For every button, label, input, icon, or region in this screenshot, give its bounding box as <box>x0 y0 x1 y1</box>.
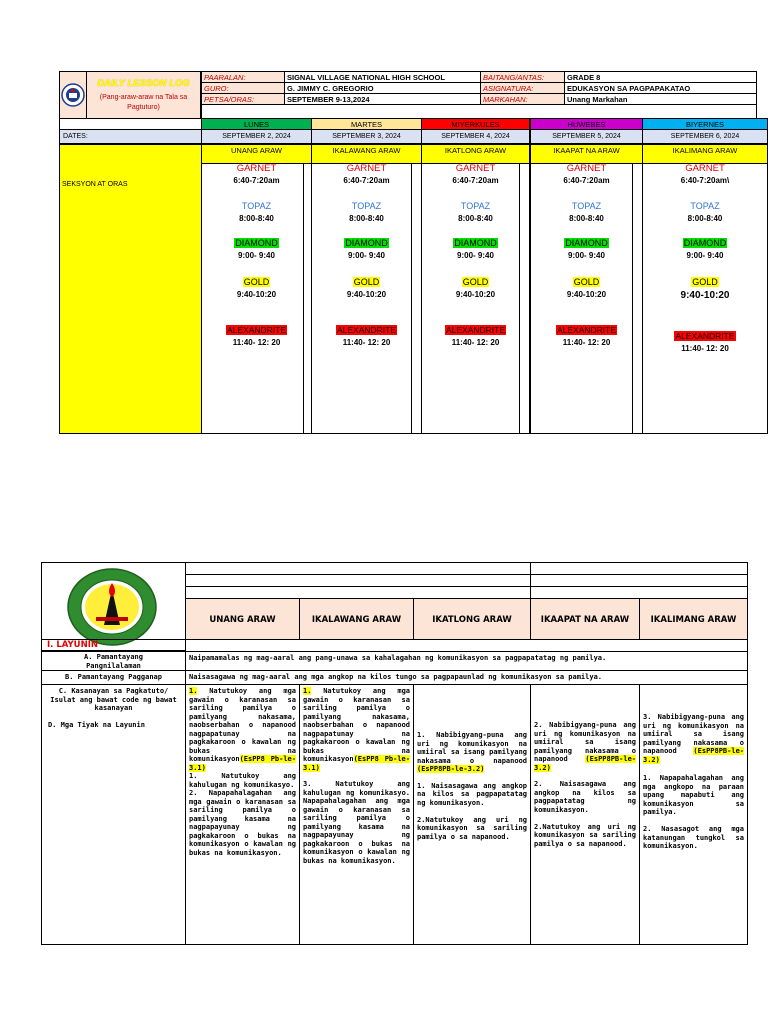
diamond-time: 9:00- 9:40 <box>568 251 605 260</box>
lesson-day-header-4: IKAAPAT NA ARAW <box>530 598 640 640</box>
diamond-time: 9:00- 9:40 <box>686 251 724 260</box>
grade-value: GRADE 8 <box>564 71 757 83</box>
diamond-time: 9:00- 9:40 <box>457 251 494 260</box>
gold-time: 9:40-10:20 <box>346 290 387 299</box>
objective-col-3 <box>413 684 531 945</box>
gold-label: GOLD <box>353 277 380 287</box>
date-label: PETSA/ORAS: <box>201 93 285 105</box>
alexandrite-time: 11:40- 12: 20 <box>342 338 391 347</box>
deped-seal-icon <box>61 83 85 107</box>
diamond-label: DIAMOND <box>454 238 497 248</box>
kasanayan-label: C. Kasanayan sa Pagkatuto/ Isulat ang bawat code ng bawat kasanayan <box>50 687 177 712</box>
gold-label: GOLD <box>692 277 718 287</box>
log-title-cell <box>86 71 201 119</box>
alexandrite-label: ALEXANDRITE <box>445 325 506 335</box>
objective-col-1-num: 1. <box>189 687 198 695</box>
topaz-time: 8:00-8:40 <box>569 214 604 223</box>
lesson-day-header-3: IKATLONG ARAW <box>413 598 531 640</box>
schedule-col-1 <box>201 163 312 434</box>
diamond-label: DIAMOND <box>565 238 608 248</box>
objective-col-4-code: (EsPP8PB-le-3.2) <box>534 755 636 772</box>
objective-col-1 <box>185 684 300 945</box>
topaz-label: TOPAZ <box>241 201 272 211</box>
alexandrite-label: ALEXANDRITE <box>675 331 735 341</box>
gold-time: 9:40-10:20 <box>236 290 277 299</box>
log-title: DAILY LESSON LOG <box>97 78 190 89</box>
quarter-value: Unang Markahan <box>564 93 757 105</box>
column-divider <box>632 163 633 434</box>
objective-col-5-code: (EsPP8PB-le-3.2) <box>643 747 744 764</box>
day-ordinal-5: IKALIMANG ARAW <box>642 144 768 164</box>
gold-label: GOLD <box>462 277 489 287</box>
day-date-3: SEPTEMBER 4, 2024 <box>421 129 530 144</box>
garnet-label: GARNET <box>236 163 277 174</box>
objective-col-3-code: (EsPP8PB-le-3.2) <box>417 765 485 773</box>
day-ordinal-2: IKALAWANG ARAW <box>311 144 422 164</box>
gold-time: 9:40-10:20 <box>566 290 607 299</box>
date-value: SEPTEMBER 9-13,2024 <box>284 93 481 105</box>
diamond-label: DIAMOND <box>235 238 278 248</box>
tiyak-label: D. Mga Tiyak na Layunin <box>48 720 145 729</box>
day-date-2: SEPTEMBER 3, 2024 <box>311 129 422 144</box>
day-ordinal-3: IKATLONG ARAW <box>421 144 530 164</box>
school-logo-cell <box>41 562 186 651</box>
alexandrite-time: 11:40- 12: 20 <box>451 338 500 347</box>
objective-col-2 <box>299 684 414 945</box>
garnet-label: GARNET <box>455 163 496 174</box>
day-name-2: MARTES <box>311 118 422 130</box>
objective-col-3-text: 1. Nabibigyang-puna ang uri ng komunikasyon na umiiral sa isang pamilyang nakasama o napanood <box>417 731 527 765</box>
day-name-3: MIYERKULES <box>421 118 530 130</box>
day-ordinal-1: UNANG ARAW <box>201 144 312 164</box>
alexandrite-label: ALEXANDRITE <box>226 325 287 335</box>
topaz-label: TOPAZ <box>351 201 382 211</box>
teacher-label: GURO: <box>201 82 285 94</box>
topaz-time: 8:00-8:40 <box>239 214 274 223</box>
schedule-col-4 <box>530 163 643 434</box>
school-value: SIGNAL VILLAGE NATIONAL HIGH SCHOOL <box>284 71 481 83</box>
alexandrite-label: ALEXANDRITE <box>336 325 397 335</box>
objective-col-2-rest: 3. Natutukoy ang kahulugan ng komunikasyo. Napapahalagahan ang mga gawain o karanasan sa sariling pamilya o pamilyang kasama na nagpapayunay ng pagkakaroon o bukas na komunikasyon o kawalan ng bukas na komunikasyon. <box>303 780 410 865</box>
diamond-time: 9:00- 9:40 <box>238 251 275 260</box>
lesson-day-header-2: IKALAWANG ARAW <box>299 598 414 640</box>
day-name-1: LUNES <box>201 118 312 130</box>
school-label: PAARALAN: <box>201 71 285 83</box>
pamantayan-pagganap-label: B. Pamantayang Pagganap <box>41 670 186 685</box>
alexandrite-time: 11:40- 12: 20 <box>232 338 281 347</box>
garnet-label: GARNET <box>566 163 607 174</box>
objective-col-1-rest: 1. Natutukoy ang kahulugan ng komunikasyo. 2. Napapahalagahan ang mga gawain o karanasan sa sariling pamilya o pamilyang kasama na nagpapayunay ng pagkakaroon o bukas na komunikasyon o kawalan ng bukas na komunikasyon. <box>189 772 296 857</box>
objective-col-4 <box>530 684 640 945</box>
objective-col-5-rest: 1. Napapahalagahan ang mga angkopo na paraan upang mapabuti ang komunikasyon sa pamilya. 2. Nasasagot ang mga katanungan tungkol sa komunikasyon. <box>643 774 744 850</box>
objective-col-1-code: (EsPP8 Pb-le-3.1) <box>189 755 296 772</box>
garnet-label: GARNET <box>685 163 725 174</box>
garnet-label: GARNET <box>346 163 387 174</box>
diamond-label: DIAMOND <box>683 238 727 248</box>
alexandrite-time: 11:40- 12: 20 <box>681 344 729 353</box>
section-label: SEKSYON AT ORAS <box>62 181 128 188</box>
schedule-col-5 <box>642 163 768 434</box>
gold-time: 9:40-10:20 <box>680 290 730 301</box>
objective-col-2-code: (EsPP8 Pb-le-3.1) <box>303 755 410 772</box>
grade-label: BAITANG/ANTAS: <box>480 71 565 83</box>
topaz-time: 8:00-8:40 <box>458 214 493 223</box>
lesson-day-header-5: IKALIMANG ARAW <box>639 598 748 640</box>
topaz-label: TOPAZ <box>460 201 491 211</box>
objective-col-2-text: Natutukoy ang mga gawain o karanasan sa sariling pamilya o pamilyang nakasama, naobserbahan o napanood nagpapatunay na pagkakaroon o kawalan ng bukas na komunikasyon <box>303 687 410 763</box>
topaz-time: 8:00-8:40 <box>687 214 723 223</box>
school-seal-icon <box>66 567 158 647</box>
dates-label: DATES: <box>59 129 202 144</box>
quarter-label: MARKAHAN: <box>480 93 565 105</box>
alexandrite-label: ALEXANDRITE <box>556 325 617 335</box>
log-subtitle: (Pang-araw-araw na Tala sa Pagtuturo) <box>99 94 188 111</box>
pamantayan-nilalaman-label: A. Pamantayang Pangnilalaman <box>41 651 186 671</box>
garnet-time: 6:40-7:20am\ <box>680 176 730 185</box>
objective-col-4-rest: 2. Naisasagawa ang angkop na kilos sa pagpapatatag ng komunikasyon. 2.Natutukoy ang uri ng komunikasyon sa sariling pamilya o sa napanood. <box>534 780 636 848</box>
kasanayan-label-cell <box>41 684 186 945</box>
blank-row <box>201 104 757 119</box>
lesson-day-header-1: UNANG ARAW <box>185 598 300 640</box>
diamond-time: 9:00- 9:40 <box>348 251 385 260</box>
pamantayan-pagganap-text: Naisasagawa ng mag-aaral ang mga angkop na kilos tungo sa pagpapaunlad ng komunikasyon sa pamilya. <box>185 670 748 685</box>
objective-col-5 <box>639 684 748 945</box>
day-date-4: SEPTEMBER 5, 2024 <box>530 129 643 144</box>
column-divider <box>303 163 304 434</box>
objective-col-1-text: Natutukoy ang mga gawain o karanasan sa sariling pamilya o pamilyang nakasama, naobserbahan o napanood nagpapatunay na pagkakaroon o kawalan ng bukas na komunikasyon <box>189 687 296 763</box>
diamond-label: DIAMOND <box>345 238 388 248</box>
subject-value: EDUKASYON SA PAGPAPAKATAO <box>564 82 757 94</box>
layunin-label: I. LAYUNIN <box>41 639 186 652</box>
garnet-time: 6:40-7:20am <box>343 176 390 185</box>
alexandrite-time: 11:40- 12: 20 <box>562 338 611 347</box>
deped-logo-cell <box>59 71 87 119</box>
objective-col-2-num: 1. <box>303 687 312 695</box>
objective-col-5-text: 3. Nabibigyang-puna ang uri ng komunikasyon na umiiral sa isang pamilyang nakasama o napanood <box>643 713 744 755</box>
section-column <box>59 144 202 434</box>
day-ordinal-4: IKAAPAT NA ARAW <box>530 144 643 164</box>
subject-label: ASIGNATURA: <box>480 82 565 94</box>
objective-col-3-rest: 1. Naisasagawa ang angkop na kilos sa pagpapatatag ng komunikasyon. 2.Natutukoy ang uri ng komunikasyon sa sariling pamilya o sa napanood. <box>417 781 527 841</box>
teacher-value: G. JIMMY C. GREGORIO <box>284 82 481 94</box>
schedule-col-2 <box>311 163 422 434</box>
topaz-time: 8:00-8:40 <box>349 214 384 223</box>
garnet-time: 6:40-7:20am <box>563 176 610 185</box>
gold-label: GOLD <box>243 277 270 287</box>
pamantayan-nilalaman-text: Naipamamalas ng mag-aaral ang pang-unawa sa kahalagahan ng komunikasyon sa pagpapatatag ng pamilya. <box>185 651 748 671</box>
topaz-label: TOPAZ <box>690 201 720 211</box>
day-name-4: HUWEBES <box>530 118 643 130</box>
gold-label: GOLD <box>573 277 600 287</box>
day-name-5: BIYERNES <box>642 118 768 130</box>
column-divider <box>411 163 412 434</box>
garnet-time: 6:40-7:20am <box>233 176 280 185</box>
topaz-label: TOPAZ <box>571 201 602 211</box>
schedule-col-3 <box>421 163 530 434</box>
day-date-1: SEPTEMBER 2, 2024 <box>201 129 312 144</box>
day-date-5: SEPTEMBER 6, 2024 <box>642 129 768 144</box>
column-divider <box>519 163 520 434</box>
objective-col-4-text: 2. Nabibigyang-puna ang uri ng komunikasyon na umiiral sa isang pamilyang nakasama o napanood <box>534 721 636 763</box>
garnet-time: 6:40-7:20am <box>452 176 499 185</box>
gold-time: 9:40-10:20 <box>455 290 496 299</box>
